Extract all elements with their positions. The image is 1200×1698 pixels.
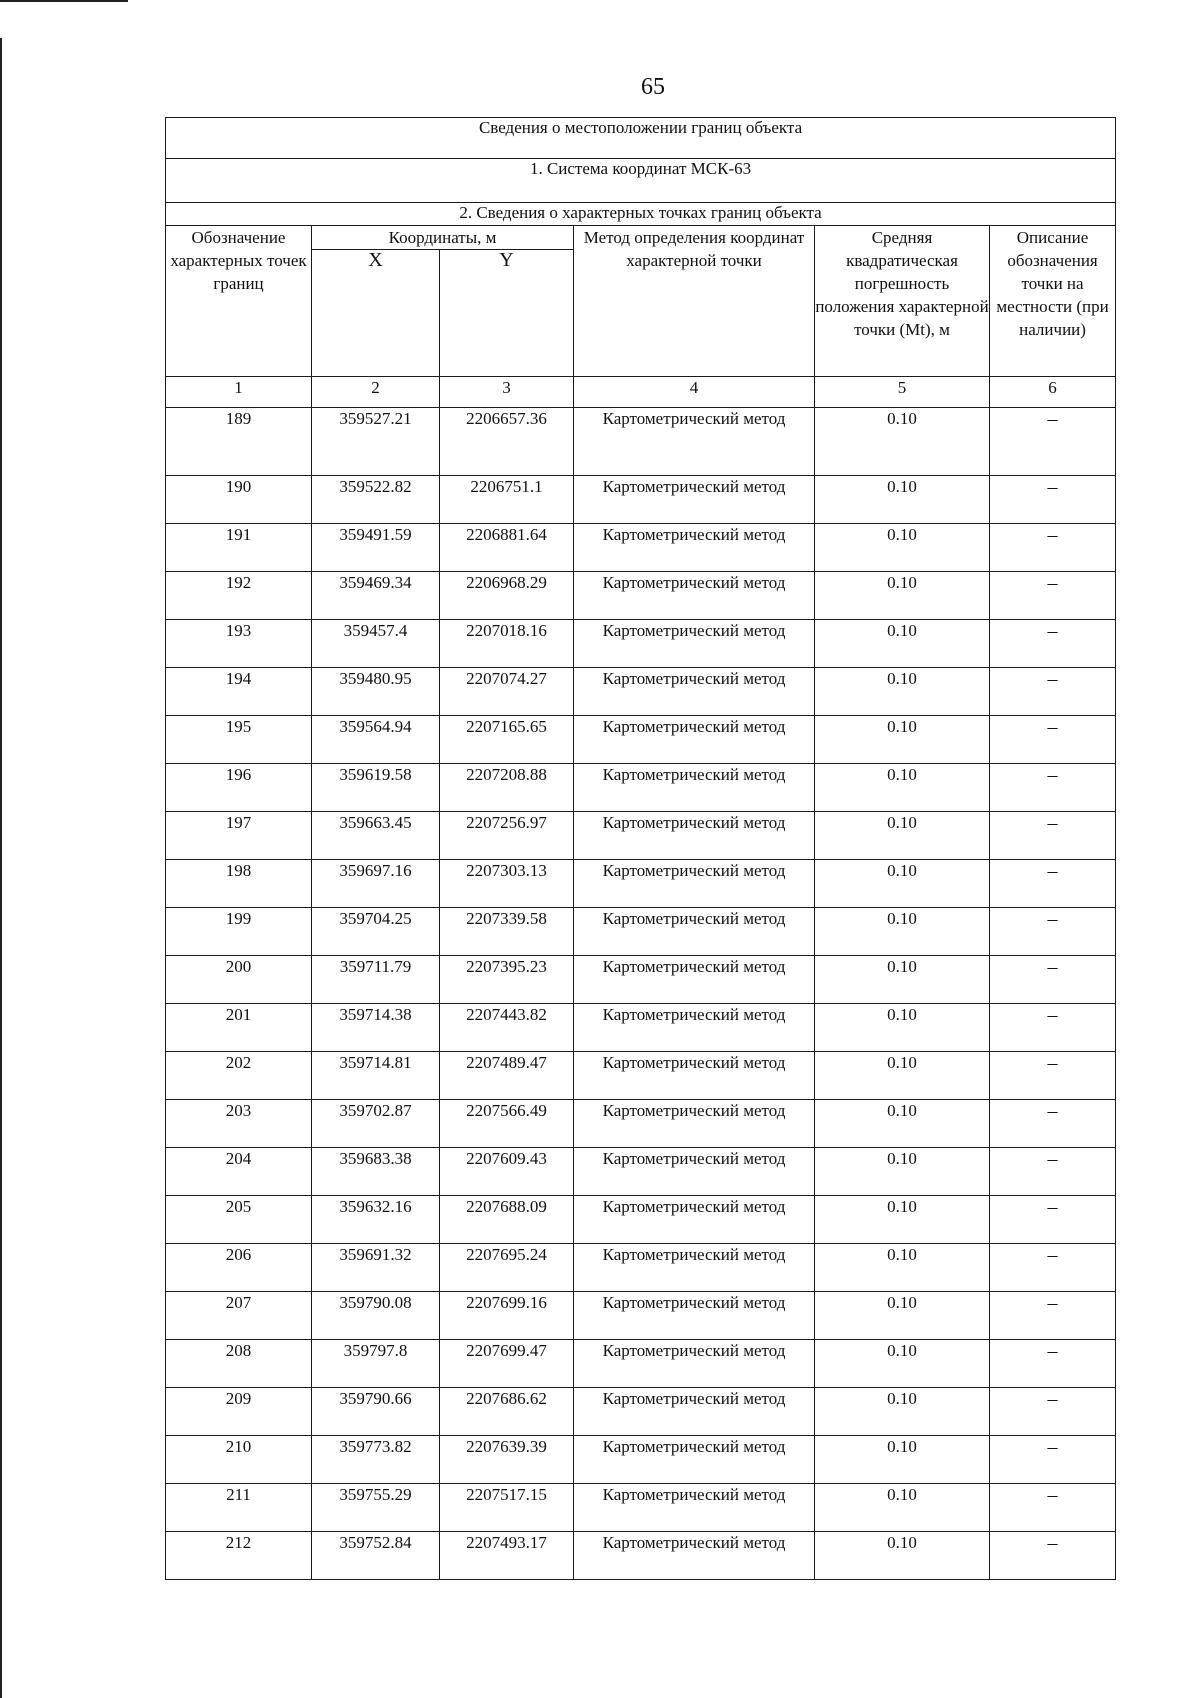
method-cell: Картометрический метод <box>574 812 815 860</box>
description-cell: – <box>990 956 1116 1004</box>
section-title: 2. Сведения о характерных точках границ объекта <box>166 203 1116 226</box>
table-row <box>166 1004 1116 1052</box>
description-cell: – <box>990 668 1116 716</box>
y-coordinate-cell: 2207339.58 <box>440 908 574 956</box>
table-row <box>166 1292 1116 1340</box>
method-cell: Картометрический метод <box>574 908 815 956</box>
error-cell: 0.10 <box>815 908 990 956</box>
method-cell: Картометрический метод <box>574 764 815 812</box>
method-cell: Картометрический метод <box>574 620 815 668</box>
x-coordinate-cell: 359632.16 <box>312 1196 440 1244</box>
method-cell: Картометрический метод <box>574 1484 815 1532</box>
point-cell: 206 <box>166 1244 312 1292</box>
x-coordinate-cell: 359711.79 <box>312 956 440 1004</box>
description-cell: – <box>990 1100 1116 1148</box>
error-cell: 0.10 <box>815 524 990 572</box>
error-cell: 0.10 <box>815 1532 990 1580</box>
error-cell: 0.10 <box>815 668 990 716</box>
x-coordinate-cell: 359790.66 <box>312 1388 440 1436</box>
x-coordinate-cell: 359714.38 <box>312 1004 440 1052</box>
method-cell: Картометрический метод <box>574 668 815 716</box>
method-cell: Картометрический метод <box>574 860 815 908</box>
point-cell: 204 <box>166 1148 312 1196</box>
description-cell: – <box>990 1292 1116 1340</box>
point-cell: 200 <box>166 956 312 1004</box>
column-number: 6 <box>990 377 1116 408</box>
y-coordinate-cell: 2207443.82 <box>440 1004 574 1052</box>
point-cell: 197 <box>166 812 312 860</box>
error-cell: 0.10 <box>815 572 990 620</box>
error-cell: 0.10 <box>815 1244 990 1292</box>
table-row <box>166 1196 1116 1244</box>
scan-edge-top-line <box>0 0 128 2</box>
table-title: Сведения о местоположении границ объекта <box>166 118 1116 159</box>
description-cell: – <box>990 812 1116 860</box>
y-coordinate-cell: 2206657.36 <box>440 408 574 476</box>
point-cell: 209 <box>166 1388 312 1436</box>
point-cell: 194 <box>166 668 312 716</box>
error-cell: 0.10 <box>815 1484 990 1532</box>
table-row <box>166 1244 1116 1292</box>
table-row <box>166 1148 1116 1196</box>
error-cell: 0.10 <box>815 716 990 764</box>
description-cell: – <box>990 908 1116 956</box>
column-number: 2 <box>312 377 440 408</box>
method-cell: Картометрический метод <box>574 1532 815 1580</box>
error-cell: 0.10 <box>815 476 990 524</box>
x-coordinate-cell: 359714.81 <box>312 1052 440 1100</box>
x-coordinate-cell: 359480.95 <box>312 668 440 716</box>
coordinate-system: 1. Система координат МСК-63 <box>166 159 1116 203</box>
table-row <box>166 476 1116 524</box>
table-row <box>166 1484 1116 1532</box>
point-cell: 208 <box>166 1340 312 1388</box>
x-coordinate-cell: 359704.25 <box>312 908 440 956</box>
method-cell: Картометрический метод <box>574 1340 815 1388</box>
x-coordinate-cell: 359752.84 <box>312 1532 440 1580</box>
description-cell: – <box>990 572 1116 620</box>
y-coordinate-cell: 2207303.13 <box>440 860 574 908</box>
method-cell: Картометрический метод <box>574 1148 815 1196</box>
header-description: Описание обозначения точки на местности (при наличии) <box>990 226 1116 377</box>
y-coordinate-cell: 2207165.65 <box>440 716 574 764</box>
method-cell: Картометрический метод <box>574 1100 815 1148</box>
method-cell: Картометрический метод <box>574 956 815 1004</box>
description-cell: – <box>990 1388 1116 1436</box>
header-point: Обозначение характерных точек границ <box>166 226 312 377</box>
y-coordinate-cell: 2207609.43 <box>440 1148 574 1196</box>
method-cell: Картометрический метод <box>574 524 815 572</box>
method-cell: Картометрический метод <box>574 1196 815 1244</box>
description-cell: – <box>990 476 1116 524</box>
column-number-row <box>166 377 1116 408</box>
y-coordinate-cell: 2207686.62 <box>440 1388 574 1436</box>
table-row <box>166 956 1116 1004</box>
table-row <box>166 1100 1116 1148</box>
method-cell: Картометрический метод <box>574 408 815 476</box>
point-cell: 203 <box>166 1100 312 1148</box>
error-cell: 0.10 <box>815 1196 990 1244</box>
y-coordinate-cell: 2207489.47 <box>440 1052 574 1100</box>
method-cell: Картометрический метод <box>574 1004 815 1052</box>
point-cell: 198 <box>166 860 312 908</box>
y-coordinate-cell: 2206751.1 <box>440 476 574 524</box>
y-coordinate-cell: 2207699.16 <box>440 1292 574 1340</box>
description-cell: – <box>990 524 1116 572</box>
description-cell: – <box>990 1196 1116 1244</box>
table-row <box>166 1532 1116 1580</box>
method-cell: Картометрический метод <box>574 476 815 524</box>
table-row <box>166 524 1116 572</box>
error-cell: 0.10 <box>815 764 990 812</box>
description-cell: – <box>990 860 1116 908</box>
error-cell: 0.10 <box>815 1052 990 1100</box>
point-cell: 199 <box>166 908 312 956</box>
point-cell: 195 <box>166 716 312 764</box>
method-cell: Картометрический метод <box>574 716 815 764</box>
header-error: Средняя квадратическая погрешность положения характерной точки (Mt), м <box>815 226 990 377</box>
description-cell: – <box>990 716 1116 764</box>
table-row <box>166 1436 1116 1484</box>
x-coordinate-cell: 359691.32 <box>312 1244 440 1292</box>
x-coordinate-cell: 359797.8 <box>312 1340 440 1388</box>
point-cell: 192 <box>166 572 312 620</box>
table-row <box>166 908 1116 956</box>
error-cell: 0.10 <box>815 956 990 1004</box>
x-coordinate-cell: 359619.58 <box>312 764 440 812</box>
method-cell: Картометрический метод <box>574 1388 815 1436</box>
x-coordinate-cell: 359697.16 <box>312 860 440 908</box>
x-coordinate-cell: 359790.08 <box>312 1292 440 1340</box>
y-coordinate-cell: 2207493.17 <box>440 1532 574 1580</box>
point-cell: 202 <box>166 1052 312 1100</box>
y-coordinate-cell: 2206881.64 <box>440 524 574 572</box>
method-cell: Картометрический метод <box>574 1244 815 1292</box>
y-coordinate-cell: 2207208.88 <box>440 764 574 812</box>
x-coordinate-cell: 359527.21 <box>312 408 440 476</box>
table-row <box>166 860 1116 908</box>
y-coordinate-cell: 2207695.24 <box>440 1244 574 1292</box>
x-coordinate-cell: 359457.4 <box>312 620 440 668</box>
error-cell: 0.10 <box>815 1148 990 1196</box>
error-cell: 0.10 <box>815 1340 990 1388</box>
y-coordinate-cell: 2207256.97 <box>440 812 574 860</box>
point-cell: 212 <box>166 1532 312 1580</box>
scan-edge-left-line <box>0 38 2 1698</box>
method-cell: Картометрический метод <box>574 572 815 620</box>
error-cell: 0.10 <box>815 620 990 668</box>
point-cell: 205 <box>166 1196 312 1244</box>
x-coordinate-cell: 359491.59 <box>312 524 440 572</box>
description-cell: – <box>990 1244 1116 1292</box>
description-cell: – <box>990 408 1116 476</box>
description-cell: – <box>990 1484 1116 1532</box>
y-coordinate-cell: 2207699.47 <box>440 1340 574 1388</box>
point-cell: 190 <box>166 476 312 524</box>
x-coordinate-cell: 359663.45 <box>312 812 440 860</box>
error-cell: 0.10 <box>815 1004 990 1052</box>
point-cell: 193 <box>166 620 312 668</box>
description-cell: – <box>990 1004 1116 1052</box>
table-row <box>166 764 1116 812</box>
y-coordinate-cell: 2207639.39 <box>440 1436 574 1484</box>
description-cell: – <box>990 1436 1116 1484</box>
table-row <box>166 716 1116 764</box>
table-row <box>166 812 1116 860</box>
description-cell: – <box>990 1532 1116 1580</box>
x-coordinate-cell: 359755.29 <box>312 1484 440 1532</box>
description-cell: – <box>990 620 1116 668</box>
description-cell: – <box>990 1052 1116 1100</box>
header-coordinates: Координаты, м <box>312 226 574 250</box>
header-method: Метод определения координат характерной точки <box>574 226 815 377</box>
error-cell: 0.10 <box>815 812 990 860</box>
method-cell: Картометрический метод <box>574 1436 815 1484</box>
x-coordinate-cell: 359469.34 <box>312 572 440 620</box>
y-coordinate-cell: 2207566.49 <box>440 1100 574 1148</box>
column-number: 3 <box>440 377 574 408</box>
description-cell: – <box>990 1340 1116 1388</box>
error-cell: 0.10 <box>815 1100 990 1148</box>
y-coordinate-cell: 2207688.09 <box>440 1196 574 1244</box>
column-number: 1 <box>166 377 312 408</box>
x-coordinate-cell: 359564.94 <box>312 716 440 764</box>
description-cell: – <box>990 1148 1116 1196</box>
table-row <box>166 1388 1116 1436</box>
point-cell: 211 <box>166 1484 312 1532</box>
y-coordinate-cell: 2207395.23 <box>440 956 574 1004</box>
table-row <box>166 1052 1116 1100</box>
table-row <box>166 1340 1116 1388</box>
column-number: 4 <box>574 377 815 408</box>
x-coordinate-cell: 359773.82 <box>312 1436 440 1484</box>
y-coordinate-cell: 2206968.29 <box>440 572 574 620</box>
header-x: X <box>312 250 440 377</box>
point-cell: 196 <box>166 764 312 812</box>
x-coordinate-cell: 359683.38 <box>312 1148 440 1196</box>
y-coordinate-cell: 2207018.16 <box>440 620 574 668</box>
y-coordinate-cell: 2207517.15 <box>440 1484 574 1532</box>
column-number: 5 <box>815 377 990 408</box>
table-row <box>166 620 1116 668</box>
header-y: Y <box>440 250 574 377</box>
error-cell: 0.10 <box>815 1388 990 1436</box>
page-number: 65 <box>641 74 665 100</box>
x-coordinate-cell: 359702.87 <box>312 1100 440 1148</box>
error-cell: 0.10 <box>815 860 990 908</box>
x-coordinate-cell: 359522.82 <box>312 476 440 524</box>
error-cell: 0.10 <box>815 1436 990 1484</box>
table-row <box>166 408 1116 476</box>
point-cell: 189 <box>166 408 312 476</box>
point-cell: 191 <box>166 524 312 572</box>
error-cell: 0.10 <box>815 408 990 476</box>
table-row <box>166 668 1116 716</box>
table-row <box>166 572 1116 620</box>
point-cell: 201 <box>166 1004 312 1052</box>
method-cell: Картометрический метод <box>574 1052 815 1100</box>
y-coordinate-cell: 2207074.27 <box>440 668 574 716</box>
description-cell: – <box>990 764 1116 812</box>
error-cell: 0.10 <box>815 1292 990 1340</box>
boundary-points-table <box>165 117 1116 1580</box>
method-cell: Картометрический метод <box>574 1292 815 1340</box>
point-cell: 207 <box>166 1292 312 1340</box>
point-cell: 210 <box>166 1436 312 1484</box>
